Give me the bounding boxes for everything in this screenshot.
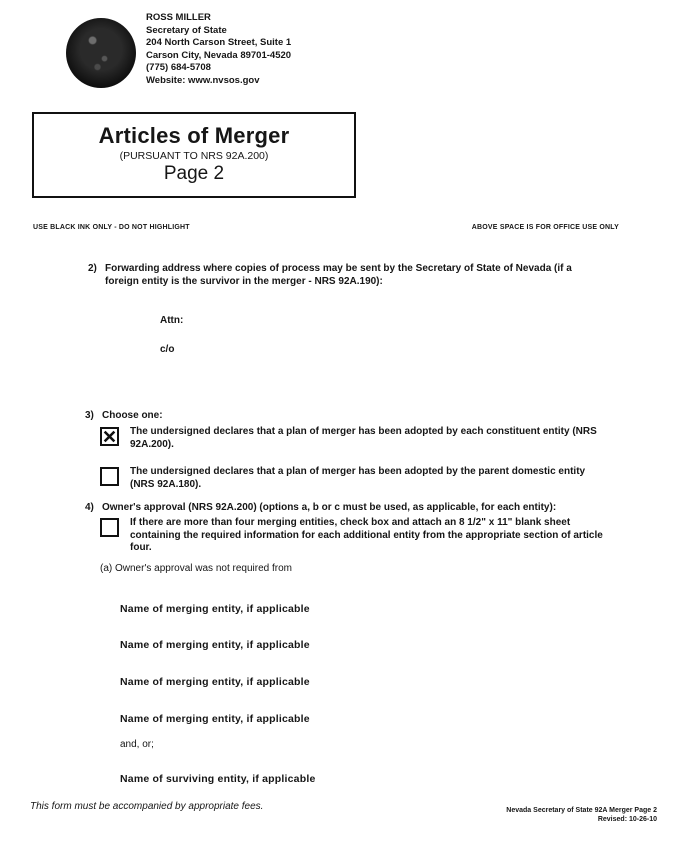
form-statute: (PURSUANT TO NRS 92A.200) [119,150,269,162]
revision-line: Revised: 10-26-10 [597,816,657,823]
phone-number: (775) 684-5708 [146,62,211,73]
item-4-number: 4) [85,502,94,513]
co-label: c/o [160,344,175,355]
address-line2: Carson City, Nevada 89701-4520 [146,49,292,61]
item-3-number: 3) [85,410,94,421]
form-title-box [32,112,356,198]
letterhead [146,12,291,87]
merging-entity-label-1: Name of merging entity, if applicable [120,603,310,615]
merging-entity-label-2: Name of merging entity, if applicable [120,639,310,651]
form-identifier [506,806,657,824]
and-or-label: and, or; [120,739,154,750]
x-mark-icon [102,429,117,444]
item-2-number: 2) [88,263,97,274]
official-title: Secretary of State [146,24,227,36]
attachment-option-label: If there are more than four merging entities, check box and attach an 8 1/2" x 11" blank sheet containing the required information for each additional entity from the appropriate section of article four. [130,517,603,553]
constituent-option-label: The undersigned declares that a plan of merger has been adopted by each constituent entity (NRS 92A.200). [130,426,597,450]
official-name: ROSS MILLER [146,12,211,23]
item-3-choose-one [85,410,163,423]
nevada-state-seal-icon [66,18,136,88]
plan-adopted-constituent-checkbox[interactable] [100,427,119,446]
office-use-notice: ABOVE SPACE IS FOR OFFICE USE ONLY [471,224,619,231]
attn-label: Attn: [160,315,184,326]
item-3-prompt: Choose one: [102,410,163,421]
form-id-line: Nevada Secretary of State 92A Merger Page 2 [506,807,657,814]
item-4-prompt: Owner's approval (NRS 92A.200) (options a, b or c must be used, as applicable, for each entity): [102,502,557,513]
plan-adopted-parent-checkbox[interactable] [100,467,119,486]
item-4-owners-approval [85,502,645,515]
item-2-prompt: Forwarding address where copies of process may be sent by the Secretary of State of Nevada (if a foreign entity is the survivor in the merger - NRS 92A.190): [105,263,572,287]
more-than-four-entities-checkbox[interactable] [100,518,119,537]
merging-entity-label-3: Name of merging entity, if applicable [120,676,310,688]
parent-domestic-option-label: The undersigned declares that a plan of merger has been adopted by the parent domestic entity (NRS 92A.180). [130,466,586,490]
ink-notice: USE BLACK INK ONLY - DO NOT HIGHLIGHT [33,224,190,231]
fees-notice: This form must be accompanied by appropriate fees. [30,801,264,812]
item-2-forwarding-address [88,263,580,288]
option-a-label: (a) Owner's approval was not required from [100,563,292,574]
form-page-label: Page 2 [163,163,225,184]
website: Website: www.nvsos.gov [146,74,260,86]
surviving-entity-label: Name of surviving entity, if applicable [120,773,316,785]
address-line1: 204 North Carson Street, Suite 1 [146,37,292,48]
form-title: Articles of Merger [98,123,290,148]
merging-entity-label-4: Name of merging entity, if applicable [120,713,310,725]
